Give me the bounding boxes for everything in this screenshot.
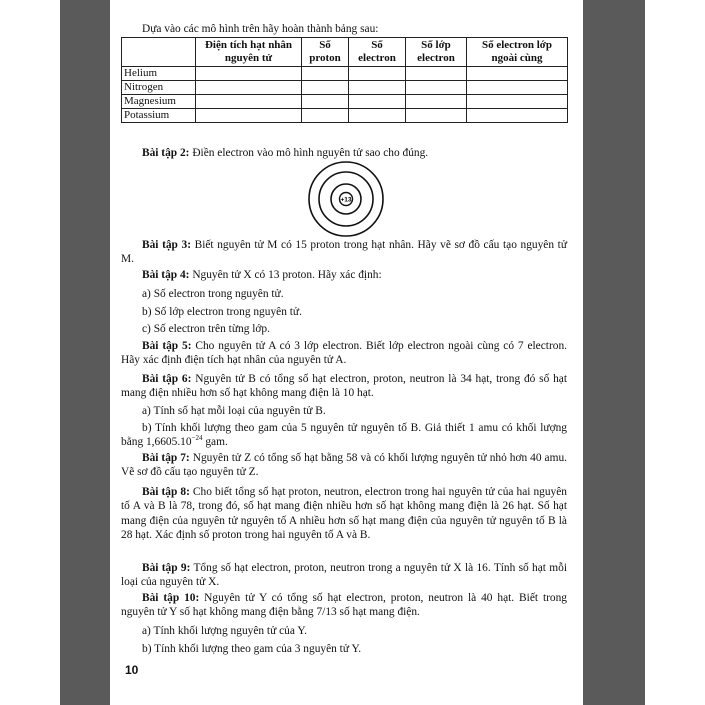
exercise-label: Bài tập 3: bbox=[142, 239, 191, 251]
table-cell bbox=[467, 109, 568, 123]
table-row bbox=[122, 81, 568, 95]
table-header-cell: Số electron bbox=[349, 38, 406, 67]
exercise-label: Bài tập 5: bbox=[142, 340, 192, 352]
table-cell bbox=[196, 109, 302, 123]
exercise-4 bbox=[121, 268, 567, 282]
table-cell bbox=[196, 95, 302, 109]
exercise-6-item-a: a) Tính số hạt mỗi loại của nguyên tử B. bbox=[142, 405, 326, 417]
table-cell bbox=[406, 81, 467, 95]
table-cell bbox=[196, 67, 302, 81]
exercise-10 bbox=[121, 591, 567, 620]
table-cell bbox=[406, 109, 467, 123]
table-cell bbox=[467, 95, 568, 109]
table-cell bbox=[349, 109, 406, 123]
table-cell bbox=[196, 81, 302, 95]
exercise-4-item-a: a) Số electron trong nguyên tử. bbox=[142, 288, 284, 300]
table-header-cell bbox=[122, 38, 196, 67]
table-cell bbox=[302, 109, 349, 123]
exercise-text: Cho nguyên tử A có 3 lớp electron. Biết lớp electron ngoài cùng có 7 electron. Hãy xác định điện tích hạt nhân của nguyên tử A. bbox=[121, 340, 567, 367]
document-page bbox=[110, 0, 583, 705]
table-header-cell: Số lớp electron bbox=[406, 38, 467, 67]
nucleus-charge-label: +13 bbox=[340, 196, 352, 204]
exercise-label: Bài tập 4: bbox=[142, 269, 190, 281]
exercise-label: Bài tập 10: bbox=[142, 592, 200, 604]
table-cell bbox=[302, 67, 349, 81]
row-label-potassium: Potassium bbox=[122, 109, 196, 123]
exercise-text: Nguyên tử B có tổng số hạt electron, proton, neutron là 34 hạt, trong đó số hạt mang điện nhiều hơn số hạt không mang điện là 10 hạt. bbox=[121, 373, 568, 400]
exercise-9 bbox=[121, 561, 567, 590]
table-cell bbox=[349, 81, 406, 95]
exercise-4-item-c: c) Số electron trên từng lớp. bbox=[142, 323, 270, 335]
page-number: 10 bbox=[125, 663, 139, 677]
exercise-7 bbox=[121, 451, 567, 480]
table-row bbox=[122, 95, 568, 109]
exercise-label: Bài tập 8: bbox=[142, 486, 190, 498]
row-label-nitrogen: Nitrogen bbox=[122, 81, 196, 95]
table-header-row bbox=[122, 38, 568, 67]
atom-table bbox=[121, 37, 568, 123]
table-row bbox=[122, 109, 568, 123]
table-row bbox=[122, 67, 568, 81]
table-cell bbox=[406, 67, 467, 81]
exercise-text: Tổng số hạt electron, proton, neutron trong a nguyên tử X là 16. Tính số hạt mỗi loại của nguyên tử X. bbox=[121, 562, 567, 589]
table-header-cell: Điện tích hạt nhân nguyên tử bbox=[196, 38, 302, 67]
table-cell bbox=[302, 95, 349, 109]
exercise-text: Nguyên tử X có 13 proton. Hãy xác định: bbox=[189, 269, 382, 281]
exercise-2 bbox=[121, 146, 567, 160]
table-cell bbox=[302, 81, 349, 95]
exercise-3 bbox=[121, 238, 567, 267]
exercise-label: Bài tập 6: bbox=[142, 373, 192, 385]
atom-model-diagram bbox=[307, 160, 385, 238]
viewer-left-margin bbox=[60, 0, 110, 705]
viewer-right-margin bbox=[583, 0, 645, 705]
exercise-text: Cho biết tổng số hạt proton, neutron, electron trong hai nguyên tử của hai nguyên tố A và B là 78, trong đó, số hạt mang điện nhiều hơn số hạt không mang điện là 26 hạt. Số hạt mang điện của nguyên tử nguyên tố A nhiều hơn số hạt mang điện của nguyên tử nguyên tố B là 28 hạt. Xác định số proton trong hai nguyên tố A và B. bbox=[121, 486, 567, 542]
table-cell bbox=[349, 95, 406, 109]
table-cell bbox=[467, 67, 568, 81]
exercise-5 bbox=[121, 339, 567, 368]
table-cell bbox=[467, 81, 568, 95]
exercise-6-item-b: b) Tính khối lượng theo gam của 5 nguyên tử nguyên tố B. Giả thiết 1 amu có khối lượng bằng $1,6605.10^{-24}$ gam. bbox=[121, 422, 567, 449]
exercise-label: Bài tập 7: bbox=[142, 452, 190, 464]
exercise-text: Điền electron vào mô hình nguyên tử sao cho đúng. bbox=[189, 147, 429, 159]
table-cell bbox=[349, 67, 406, 81]
exercise-4-item-b: b) Số lớp electron trong nguyên tử. bbox=[142, 306, 302, 318]
table-header-cell: Số electron lớp ngoài cùng bbox=[467, 38, 568, 67]
exercise-6 bbox=[121, 372, 567, 401]
exercise-text: Nguyên tử Y có tổng số hạt electron, proton, neutron là 40 hạt. Biết trong nguyên tử Y số hạt không mang điện bằng 7/13 số hạt mang điện. bbox=[121, 592, 567, 619]
table-instruction: Dựa vào các mô hình trên hãy hoàn thành bảng sau: bbox=[142, 23, 379, 35]
exercise-text: Nguyên tử Z có tổng số hạt bằng 58 và có khối lượng nguyên tử nhỏ hơn 40 amu. Vẽ sơ đồ cấu tạo nguyên tử Z. bbox=[121, 452, 567, 479]
exercise-label: Bài tập 9: bbox=[142, 562, 191, 574]
exercise-10-item-a: a) Tính khối lượng nguyên tử của Y. bbox=[142, 625, 307, 637]
exercise-10-item-b: b) Tính khối lượng theo gam của 3 nguyên tử Y. bbox=[142, 643, 362, 655]
exercise-8 bbox=[121, 485, 567, 543]
exercise-label: Bài tập 2: bbox=[142, 147, 190, 159]
row-label-helium: Helium bbox=[122, 67, 196, 81]
table-cell bbox=[406, 95, 467, 109]
row-label-magnesium: Magnesium bbox=[122, 95, 196, 109]
exercise-text: Biết nguyên tử M có 15 proton trong hạt nhân. Hãy vẽ sơ đồ cấu tạo nguyên tử M. bbox=[121, 239, 567, 266]
table-header-cell: Số proton bbox=[302, 38, 349, 67]
